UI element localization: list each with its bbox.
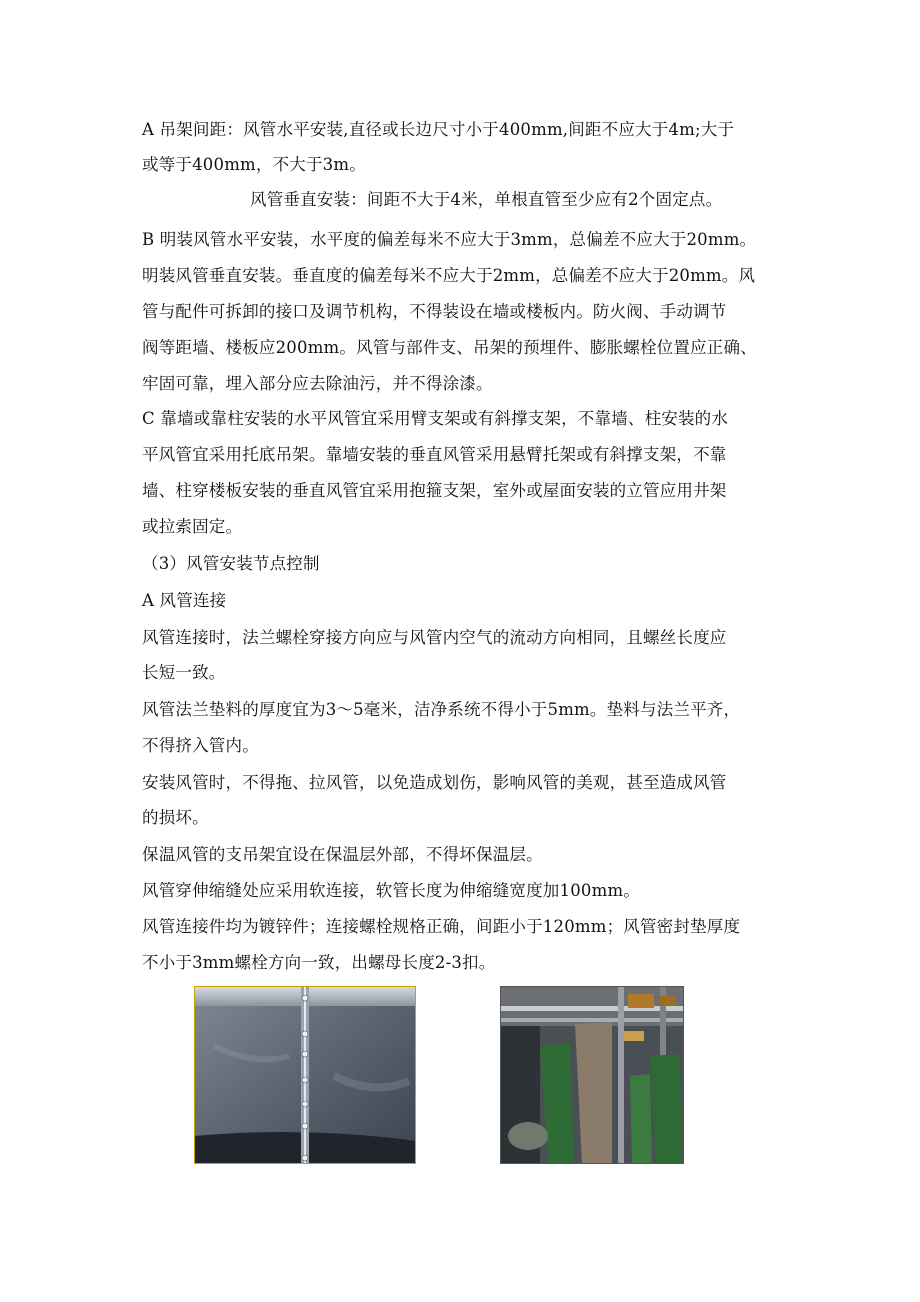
text-line: 牢固可靠，埋入部分应去除油污，并不得涂漆。 <box>142 374 493 393</box>
text-line: A 吊架间距：风管水平安装,直径或长边尺寸小于400mm,间距不应大于4m;大于 <box>142 120 735 139</box>
text-line: 平风管宜采用托底吊架。靠墙安装的垂直风管采用悬臂托架或有斜撑支架，不靠 <box>142 445 727 464</box>
text-line: 安装风管时，不得拖、拉风管，以免造成划伤，影响风管的美观，甚至造成风管 <box>142 773 727 792</box>
text-line: 风管连接件均为镀锌件；连接螺栓规格正确，间距小于120mm；风管密封垫厚度 <box>142 917 741 936</box>
text-line: 保温风管的支吊架宜设在保温层外部，不得坏保温层。 <box>142 845 543 864</box>
text-line: 风管穿伸缩缝处应采用软连接，软管长度为伸缩缝宽度加100mm。 <box>142 881 640 900</box>
text-line: 风管连接时，法兰螺栓穿接方向应与风管内空气的流动方向相同，且螺丝长度应 <box>142 628 727 647</box>
vertical-duct-photo <box>500 986 684 1164</box>
text-line: 不得挤入管内。 <box>142 736 259 755</box>
text-line: C 靠墙或靠柱安装的水平风管宜采用臂支架或有斜撑支架，不靠墙、柱安装的水 <box>142 409 729 428</box>
section-heading: （3）风管安装节点控制 <box>142 554 320 573</box>
text-line: 管与配件可拆卸的接口及调节机构，不得装设在墙或楼板内。防火阀、手动调节 <box>142 302 727 321</box>
text-line: 或拉索固定。 <box>142 517 243 536</box>
text-line: 明装风管垂直安装。垂直度的偏差每米不应大于2mm，总偏差不应大于20mm。风 <box>142 266 756 285</box>
text-line: 风管法兰垫料的厚度宜为3～5毫米，洁净系统不得小于5mm。垫料与法兰平齐， <box>142 700 741 719</box>
text-line: 不小于3mm螺栓方向一致，出螺母长度2-3扣。 <box>142 953 496 972</box>
text-line: 长短一致。 <box>142 663 226 682</box>
text-line: 或等于400mm，不大于3m。 <box>142 155 366 174</box>
text-line: 墙、柱穿楼板安装的垂直风管宜采用抱箍支架，室外或屋面安装的立管应用井架 <box>142 481 727 500</box>
text-line: 的损坏。 <box>142 808 209 827</box>
subsection-heading: A 风管连接 <box>142 591 227 610</box>
text-line: 风管垂直安装：间距不大于4米，单根直管至少应有2个固定点。 <box>250 190 723 209</box>
duct-flange-photo <box>194 986 416 1164</box>
text-line: B 明装风管水平安装，水平度的偏差每米不应大于3mm，总偏差不应大于20mm。 <box>142 230 757 249</box>
text-line: 阀等距墙、楼板应200mm。风管与部件支、吊架的预埋件、膨胀螺栓位置应正确、 <box>142 338 757 357</box>
